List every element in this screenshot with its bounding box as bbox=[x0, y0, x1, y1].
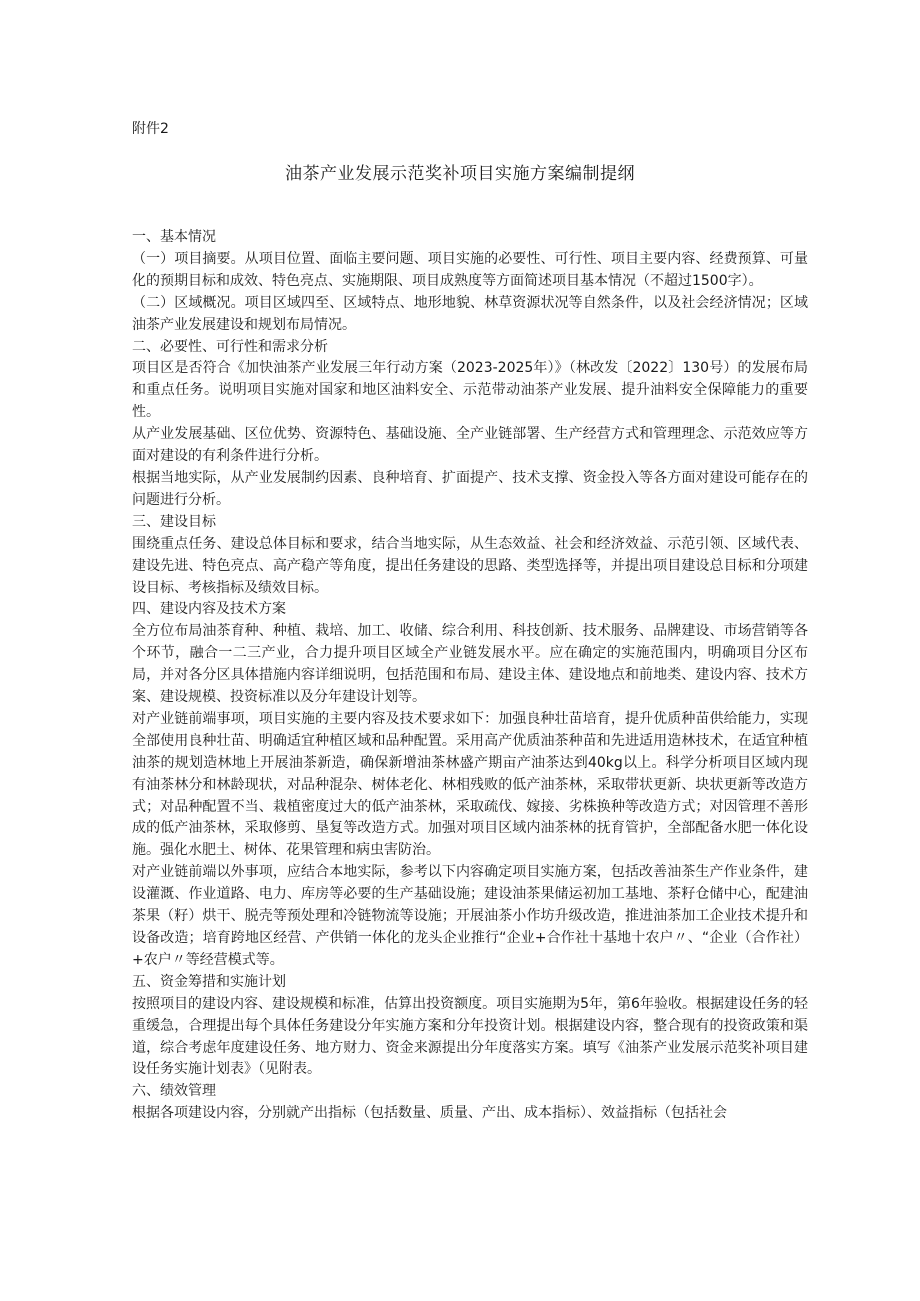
section-heading: 二、必要性、可行性和需求分析 bbox=[132, 338, 328, 355]
section-heading: 三、建设目标 bbox=[132, 513, 216, 530]
section-heading: 一、基本情况 bbox=[132, 229, 216, 245]
document-title: 油茶产业发展示范奖补项目实施方案编制提纲 bbox=[285, 164, 635, 184]
section-heading: 六、绩效管理 bbox=[132, 1083, 216, 1100]
paragraph: （一）项目摘要。从项目位置、面临主要问题、项目实施的必要性、可行性、项目主要内容、经费预算、可量化的预期目标和成效、特色亮点、实施期限、项目成熟度等方面简述项目基本情况（不超过1500字）。 bbox=[132, 250, 808, 289]
paragraph: 围绕重点任务、建设总体目标和要求，结合当地实际，从生态效益、社会和经济效益、示范引领、区域代表、建设先进、特色亮点、高产稳产等角度，提出任务建设的思路、类型选择等，并提出项目建设总目标和分项建设目标、考核指标及绩效目标。 bbox=[132, 535, 808, 596]
paragraph: 项目区是否符合《加快油茶产业发展三年行动方案（2023-2025年）》（林改发〔2022〕130号）的发展布局和重点任务。说明项目实施对国家和地区油料安全、示范带动油茶产业发展、提升油料安全保障能力的重要性。 bbox=[132, 360, 808, 421]
section-heading: 五、资金筹措和实施计划 bbox=[132, 973, 286, 990]
paragraph: 根据当地实际，从产业发展制约因素、良种培育、扩面提产、技术支撑、资金投入等各方面对建设可能存在的问题进行分析。 bbox=[132, 469, 808, 508]
paragraph: 根据各项建设内容，分别就产出指标（包括数量、质量、产出、成本指标）、效益指标（包括社会 bbox=[132, 1105, 727, 1122]
paragraph: 全方位布局油茶育种、种植、栽培、加工、收储、综合利用、科技创新、技术服务、品牌建设、市场营销等各个环节，融合一二三产业，合力提升项目区域全产业链发展水平。应在确定的实施范围内，明确项目分区布局，并对各分区具体措施内容详细说明，包括范围和布局、建设主体、建设地点和前地类、建设内容、技术方案、建设规模、投资标准以及分年建设计划等。 bbox=[132, 623, 808, 706]
annex-label: 附件2 bbox=[132, 121, 169, 137]
paragraph: 按照项目的建设内容、建设规模和标准，估算出投资额度。项目实施期为5年，第6年验收。根据建设任务的轻重缓急，合理提出每个具体任务建设分年实施方案和分年投资计划。根据建设内容，整合现有的投资政策和渠道，综合考虑年度建设任务、地方财力、资金来源提出分年度落实方案。填写《油茶产业发展示范奖补项目建设任务实施计划表》（见附表。 bbox=[132, 995, 808, 1078]
paragraph: （二）区域概况。项目区域四至、区域特点、地形地貌、林草资源状况等自然条件，以及社会经济情况；区域油茶产业发展建设和规划布局情况。 bbox=[132, 294, 808, 333]
document-body bbox=[132, 227, 808, 1125]
paragraph: 从产业发展基础、区位优势、资源特色、基础设施、全产业链部署、生产经营方式和管理理念、示范效应等方面对建设的有利条件进行分析。 bbox=[132, 426, 808, 465]
section-heading: 四、建设内容及技术方案 bbox=[132, 601, 286, 618]
paragraph: 对产业链前端事项，项目实施的主要内容及技术要求如下：加强良种壮苗培育，提升优质种苗供给能力，实现全部使用良种壮苗、明确适宜种植区域和品种配置。采用高产优质油茶种苗和先进适用造林技术，在适宜种植油茶的规划造林地上开展油茶新造，确保新增油茶林盛产期亩产油茶达到40kg以上。科学分析项目区域内现有油茶林分和林龄现状，对品种混杂、树体老化、林相残败的低产油茶林，采取带状更新、块状更新等改造方式；对品种配置不当、栽植密度过大的低产油茶林，采取疏伐、嫁接、劣株换种等改造方式；对因管理不善形成的低产油茶林，采取修剪、垦复等改造方式。加强对项目区域内油茶林的抚育管护，全部配备水肥一体化设施。强化水肥土、树体、花果管理和病虫害防治。 bbox=[132, 710, 808, 859]
paragraph: 对产业链前端以外事项，应结合本地实际，参考以下内容确定项目实施方案，包括改善油茶生产作业条件，建设灌溉、作业道路、电力、库房等必要的生产基础设施；建设油茶果储运初加工基地、茶籽仓储中心，配建油茶果（籽）烘干、脱壳等预处理和冷链物流等设施；开展油茶小作坊升级改造，推进油茶加工企业技术提升和设备改造；培育跨地区经营、产供销一体化的龙头企业推行“企业+合作社十基地十农户〃、“企业（合作社）+农户〃等经营模式等。 bbox=[132, 864, 808, 968]
